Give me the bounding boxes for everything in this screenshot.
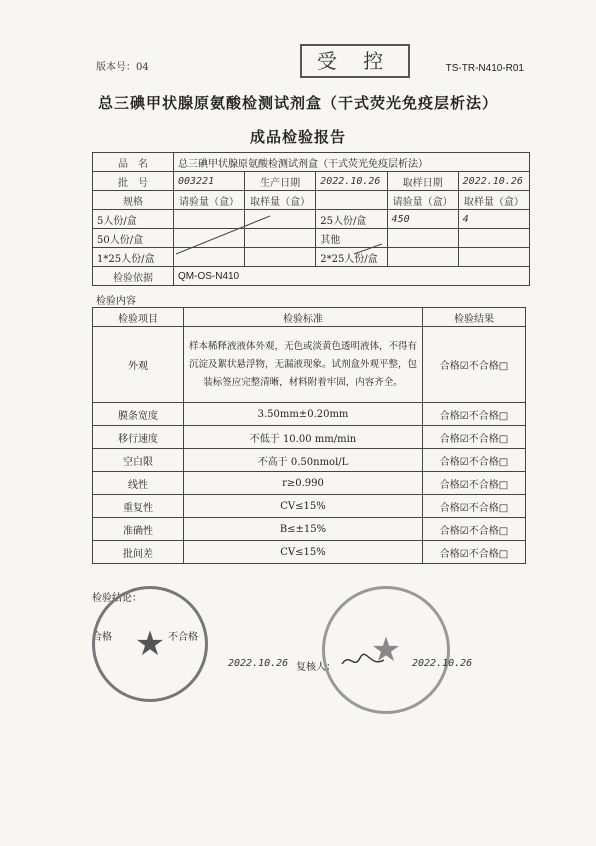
- review-date: 2022.10.26: [412, 658, 473, 669]
- row-standard: 不高于 0.50nmol/L: [184, 449, 423, 472]
- conclusion-pass: 合格: [92, 632, 112, 643]
- row-item: 外观: [93, 327, 184, 403]
- reviewer-label: 复核人：: [296, 662, 336, 673]
- row-result: 合格☑不合格□: [423, 495, 526, 518]
- row-standard: 3.50mm±0.20mm: [184, 403, 423, 426]
- basis-value: QM-OS-N410: [174, 267, 530, 286]
- spec-2x25-sample: [458, 248, 529, 267]
- row-result: 合格☑不合格□: [423, 472, 526, 495]
- sample-qty-header: 取样量（盒）: [245, 191, 316, 210]
- row-standard: 不低于 10.00 mm/min: [184, 426, 423, 449]
- spec-2x25-request: [387, 248, 458, 267]
- row-item: 准确性: [93, 518, 184, 541]
- sample-date-label: 取样日期: [387, 172, 458, 191]
- product-value: 总三碘甲状腺原氨酸检测试剂盒（干式荧光免疫层析法）: [174, 153, 530, 172]
- row-result: 合格☑不合格□: [423, 403, 526, 426]
- row-result: 合格☑不合格□: [423, 449, 526, 472]
- version-label: 版本号：04: [96, 62, 149, 73]
- row-standard: CV≤15%: [184, 495, 423, 518]
- row-item: 线性: [93, 472, 184, 495]
- spec-label-2: [316, 191, 387, 210]
- row-standard: B≤±15%: [184, 518, 423, 541]
- row-item: 膜条宽度: [93, 403, 184, 426]
- spec-label: 规格: [93, 191, 174, 210]
- document-title: 总三碘甲状腺原氨酸检测试剂盒（干式荧光免疫层析法）: [97, 94, 498, 112]
- spec-other: 其他: [316, 229, 387, 248]
- spec-25-request: 450: [387, 210, 458, 229]
- strike-line-left: [176, 216, 270, 254]
- col-header-standard: 检验标准: [184, 308, 423, 327]
- sample-date-value: 2022.10.26: [458, 172, 529, 191]
- row-result: 合格☑不合格□: [423, 327, 526, 403]
- row-item: 重复性: [93, 495, 184, 518]
- col-header-item: 检验项目: [93, 308, 184, 327]
- document-subtitle: 成品检验报告: [249, 128, 346, 146]
- product-label: 品 名: [93, 153, 174, 172]
- inspection-date: 2022.10.26: [228, 658, 289, 669]
- spec-other-sample: [458, 229, 529, 248]
- strike-lines: [168, 214, 388, 274]
- spec-other-request: [387, 229, 458, 248]
- row-item: 空白限: [93, 449, 184, 472]
- document-number: TS-TR-N410-R01: [445, 63, 524, 74]
- spec-2x25: 2*25人份/盒: [316, 248, 387, 267]
- strike-line-right: [354, 244, 382, 254]
- request-qty-header: 请验量（盒）: [174, 191, 245, 210]
- row-standard: r≥0.990: [184, 472, 423, 495]
- spec-50: 50人份/盒: [93, 229, 174, 248]
- row-standard: CV≤15%: [184, 541, 423, 564]
- seal-star-icon: ★: [370, 630, 402, 670]
- reviewer-signature: [340, 650, 386, 672]
- batch-value: 003221: [174, 172, 245, 191]
- mfg-date-label: 生产日期: [245, 172, 316, 191]
- spec-25: 25人份/盒: [316, 210, 387, 229]
- controlled-stamp: 受 控: [300, 44, 410, 78]
- company-seal-left: [92, 586, 208, 702]
- spec-25-sample: 4: [458, 210, 529, 229]
- test-table: [92, 307, 526, 564]
- conclusion-fail: 不合格: [168, 632, 198, 643]
- row-result: 合格☑不合格□: [423, 518, 526, 541]
- batch-label: 批 号: [93, 172, 174, 191]
- spec-5: 5人份/盒: [93, 210, 174, 229]
- row-standard: 样本稀释液液体外观，无色或淡黄色透明液体，不得有沉淀及絮状悬浮物，无漏液现象。试剂盒外观平整，包装标签应完整清晰，材料附着牢固，内容齐全。: [184, 327, 423, 403]
- row-item: 批间差: [93, 541, 184, 564]
- section-title: 检验内容: [96, 296, 136, 307]
- conclusion-label: 检验结论：: [92, 593, 142, 604]
- seal-star-icon: ★: [134, 624, 166, 664]
- sample-qty-header-2: 取样量（盒）: [458, 191, 529, 210]
- row-result: 合格☑不合格□: [423, 426, 526, 449]
- basis-label: 检验依据: [93, 267, 174, 286]
- col-header-result: 检验结果: [423, 308, 526, 327]
- request-qty-header-2: 请验量（盒）: [387, 191, 458, 210]
- mfg-date-value: 2022.10.26: [316, 172, 387, 191]
- signature-stroke: [342, 654, 384, 664]
- row-item: 移行速度: [93, 426, 184, 449]
- row-result: 合格☑不合格□: [423, 541, 526, 564]
- spec-1x25: 1*25人份/盒: [93, 248, 174, 267]
